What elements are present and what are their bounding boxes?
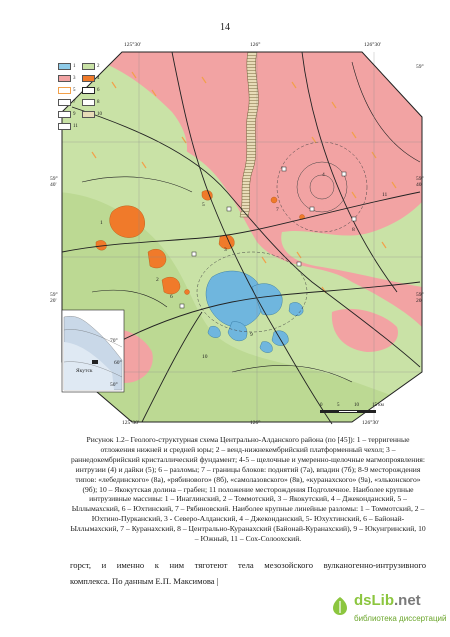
site-label-5: 5 [202, 202, 205, 208]
coord-bottom-mid: 126° [250, 420, 261, 426]
map-legend [58, 60, 116, 132]
watermark-name-a: dsLib [354, 592, 394, 609]
watermark-subtitle: библиотека диссертаций [354, 614, 447, 623]
legend-label-3: 3 [73, 75, 76, 81]
coord-right-lower: 59° 20' [416, 292, 424, 304]
legend-label-8: 8 [97, 99, 100, 105]
legend-label-5: 5 [73, 87, 76, 93]
site-label-7: 7 [276, 207, 279, 213]
scale-tick-5: 5 [337, 403, 340, 408]
site-label-2: 2 [156, 277, 159, 283]
legend-swatch-8 [82, 99, 95, 106]
body-line-2: комплекса. По данным Е.П. Максимова | [70, 576, 219, 586]
page-number: 14 [220, 22, 230, 33]
inset-lat-60: 60° [114, 360, 122, 366]
site-label-3: 3 [224, 247, 227, 253]
coord-top-left: 125°30' [124, 42, 141, 48]
legend-swatch-6 [82, 87, 95, 94]
dslib-logo-icon [330, 596, 350, 616]
legend-label-10: 10 [97, 111, 102, 117]
legend-label-7: 7 [73, 99, 76, 105]
scale-tick-10: 10 [354, 403, 359, 408]
inset-city-label: Якутск [76, 368, 93, 374]
legend-label-2: 2 [97, 63, 100, 69]
legend-swatch-11 [58, 123, 71, 130]
legend-label-9: 9 [73, 111, 76, 117]
legend-swatch-10 [82, 111, 95, 118]
scale-bar [320, 403, 392, 413]
coord-right-upper: 59° [416, 64, 424, 70]
watermark-name [354, 592, 421, 609]
watermark-name-b: .net [394, 592, 421, 609]
legend-label-1: 1 [73, 63, 76, 69]
coord-right-mid: 59° 40' [416, 176, 424, 188]
legend-label-6: 6 [97, 87, 100, 93]
coord-left-mid: 59° 40' [50, 176, 58, 188]
site-label-10: 10 [202, 354, 208, 360]
legend-swatch-3 [58, 75, 71, 82]
site-label-1: 1 [100, 220, 103, 226]
coord-left-lower: 59° 20' [50, 292, 58, 304]
body-line-1: горст, и именно к ним тяготеют тела мезозойского вулканогенно-интрузивного [70, 560, 426, 570]
coord-bottom-left: 125°30' [122, 420, 139, 426]
site-label-9: 9 [250, 332, 253, 338]
inset-lat-50: 50° [110, 382, 118, 388]
scale-tick-15: 15 км [372, 403, 384, 408]
site-label-11: 11 [382, 192, 388, 198]
coord-bottom-right: 126°30' [362, 420, 379, 426]
legend-label-4: 4 [97, 75, 100, 81]
inset-lat-70: 70° [110, 338, 118, 344]
body-text [70, 557, 426, 589]
legend-swatch-2 [82, 63, 95, 70]
legend-swatch-9 [58, 111, 71, 118]
legend-swatch-7 [58, 99, 71, 106]
site-label-4: 4 [322, 172, 325, 178]
site-label-8: 8 [352, 227, 355, 233]
legend-label-11: 11 [73, 123, 78, 129]
figure-caption: Рисунок 1.2– Геолого-структурная схема Центрально-Алданского района (по [45]): 1 – терригенные отложения нижней и средней юры; 2 – венд-нижнекембрийский платформенный чехол; 3 – раннедокембрийский кристаллический фундамент; 4-5 – щелочные и умеренно-щелочные магмопроявления: интрузии (4) и дайки (5); 6 – разломы; 7 – границы блоков: поднятий (7а), впадин (7б); 8-9 месторождения типов: «лебединского» (8а), «рябинового» (8б), «самолазовского» (8в), «куранахского» (9а), «эльконского» (9б); 10 – Якокутская долина – грабен; 11 положение месторождения Подголечное. Наиболее крупные интрузивные массивы: 1 – Инаглинский, 2 – Томмотский, 3 – Якокутский, 4 – Джеконданский, 5 – Ыллымахский, 6 – Юхтинский, 7 – Рябиновский. Наиболее крупные линейные разломы: 1 – Томмотский, 2 – Юхтино-Пурканский, 3 - Северо-Алданский, 4 – Джеконданский, 5- Юхухтинский, 6 – Байонай-Ыллымахский, 7 – Куранахский, 8 – Центрально-Куранахский (Байонай-Куранахский), 9 – Юкунгринский, 10 – Южный, 11 – Сох-Солоохский. [70, 435, 426, 544]
legend-swatch-1 [58, 63, 71, 70]
scale-tick-0: 0 [320, 403, 323, 408]
dslib-watermark [330, 588, 448, 632]
site-label-6: 6 [170, 294, 173, 300]
coord-top-mid: 126° [250, 42, 261, 48]
legend-swatch-5 [58, 87, 71, 94]
legend-swatch-4 [82, 75, 95, 82]
coord-top-right: 126°30' [364, 42, 381, 48]
